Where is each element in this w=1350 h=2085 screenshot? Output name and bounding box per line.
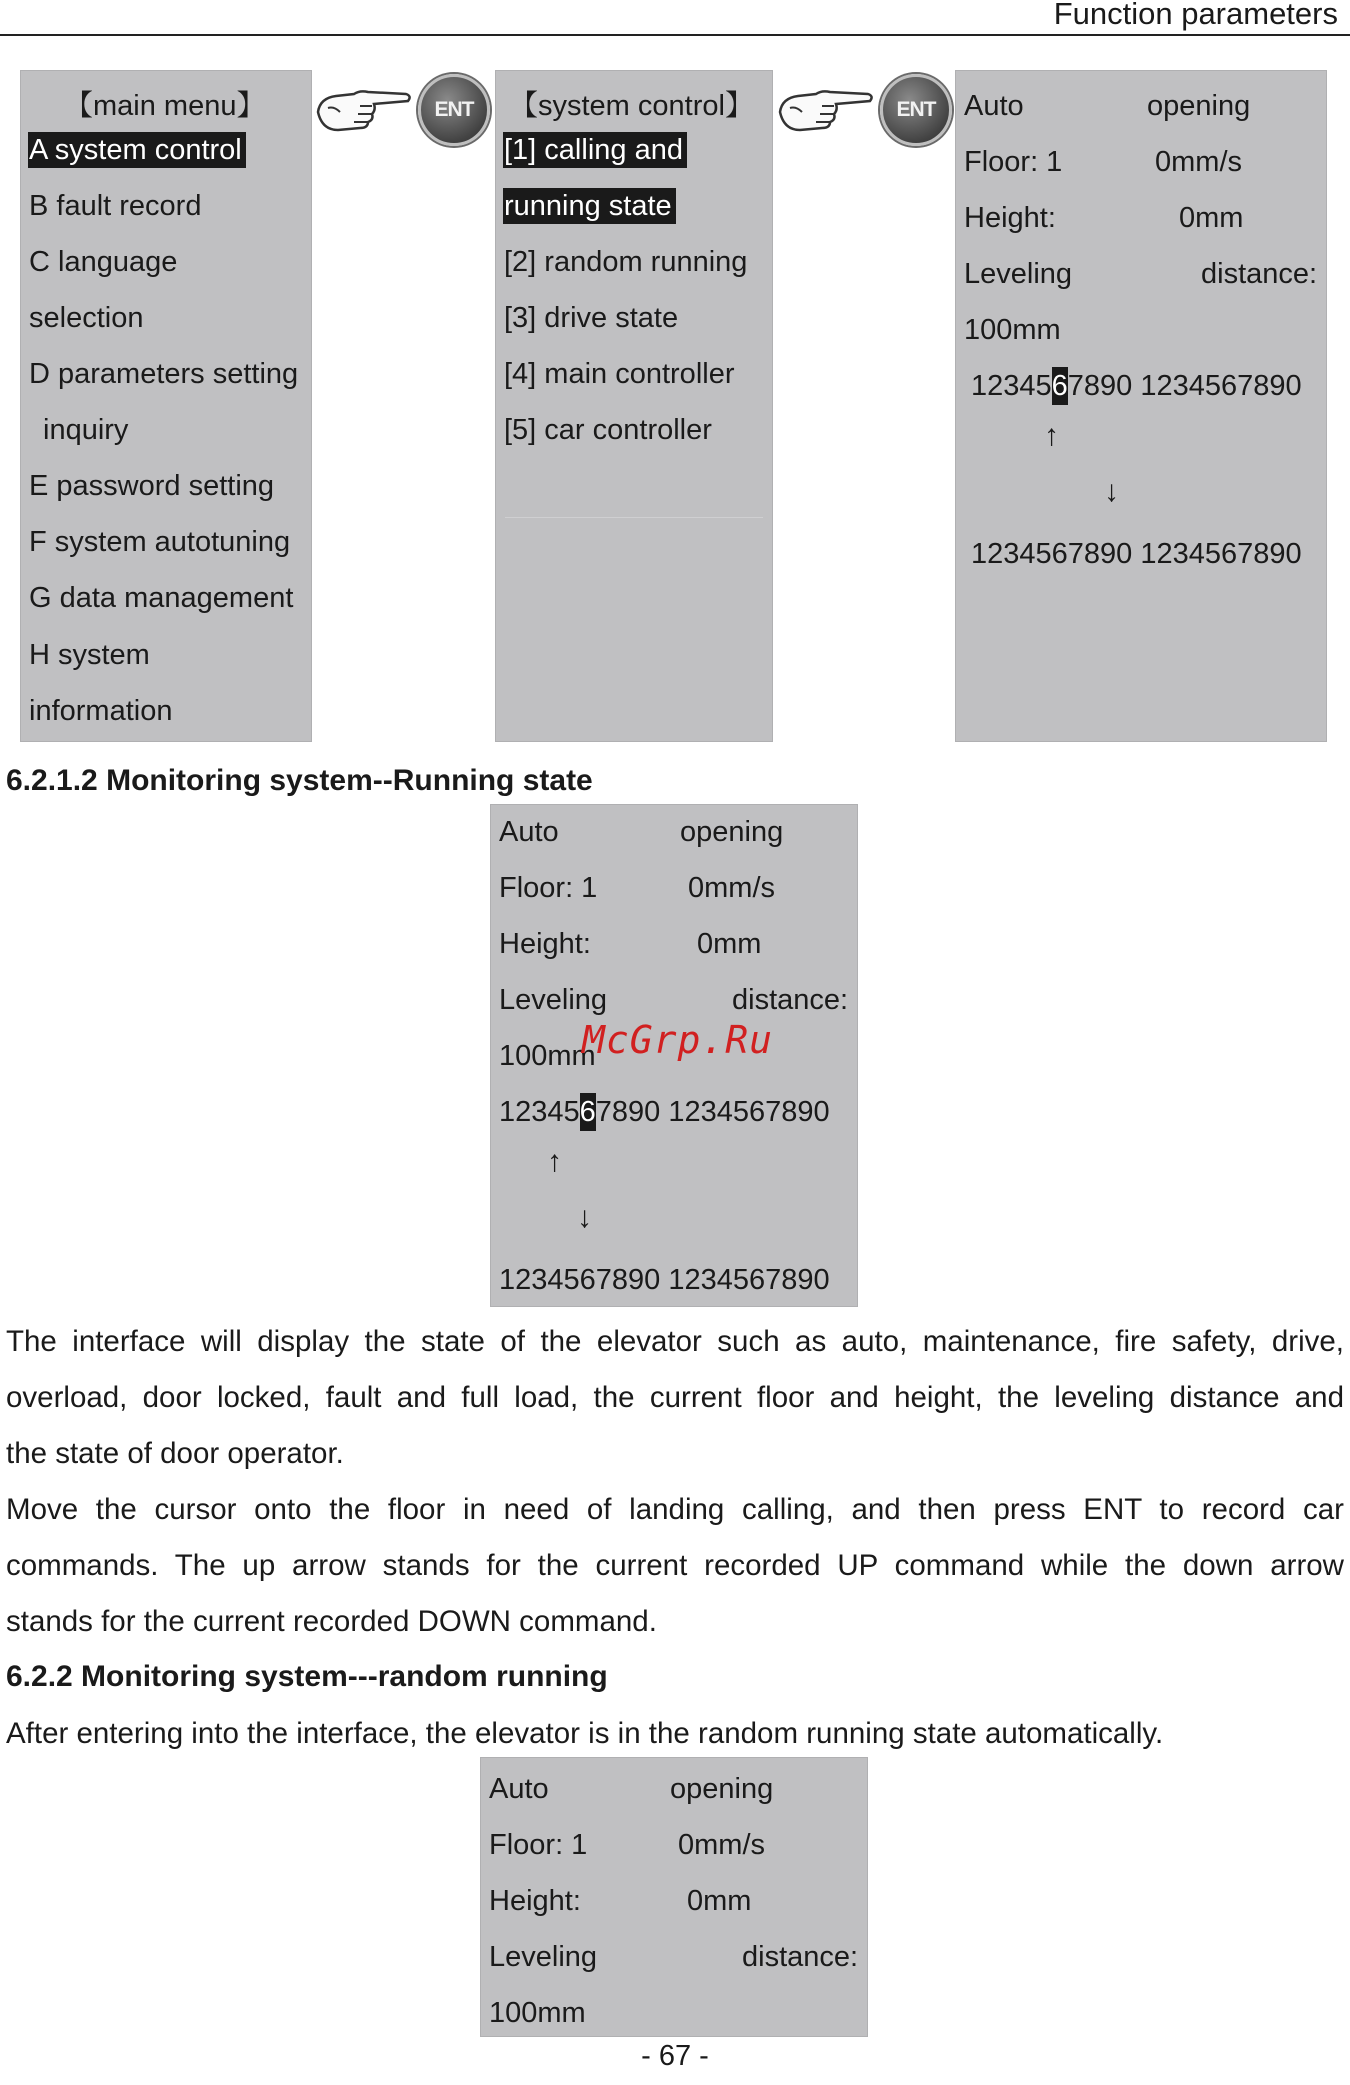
system-control-item[interactable]: [5] car controller xyxy=(504,414,712,446)
system-control-panel xyxy=(495,70,773,742)
floor-selector-row: 1234567890 1234567890 xyxy=(971,366,1302,406)
page-number: - 67 - xyxy=(641,2040,709,2072)
main-menu-panel xyxy=(20,70,312,742)
leveling-label: Leveling xyxy=(499,984,608,1016)
header-rule xyxy=(0,34,1350,36)
speed-value: 0mm/s xyxy=(688,872,775,904)
leveling-label: Leveling xyxy=(489,1941,598,1973)
system-control-item[interactable]: [2] random running xyxy=(504,246,748,278)
body-text-line: After entering into the interface, the elevator is in the random running state automatically. xyxy=(6,1717,1164,1750)
panel-divider xyxy=(505,517,763,518)
section-heading-random-running: 6.2.2 Monitoring system---random running xyxy=(6,1660,608,1693)
height-value: 0mm xyxy=(697,928,762,960)
menu-item[interactable]: E password setting xyxy=(29,470,275,502)
floor-row-2: 1234567890 1234567890 xyxy=(499,1264,830,1296)
mode-label: Auto xyxy=(964,90,1024,122)
height-label: Height: xyxy=(499,928,591,960)
floor-label: Floor: 1 xyxy=(499,872,598,904)
floor-label: Floor: 1 xyxy=(489,1829,588,1861)
door-state: opening xyxy=(670,1773,774,1805)
floor-cursor[interactable]: 6 xyxy=(580,1093,596,1131)
leveling-value: 100mm xyxy=(489,1997,586,2029)
ent-button[interactable]: ENT xyxy=(418,74,490,146)
distance-label: distance: xyxy=(1201,258,1318,290)
random-running-panel xyxy=(480,1757,868,2037)
height-value: 0mm xyxy=(687,1885,752,1917)
running-state-panel xyxy=(955,70,1327,742)
up-arrow-icon: ↑ xyxy=(547,1145,562,1178)
menu-item[interactable]: C language xyxy=(29,246,178,278)
height-value: 0mm xyxy=(1179,202,1244,234)
menu-item[interactable]: information xyxy=(29,695,173,727)
speed-value: 0mm/s xyxy=(678,1829,765,1861)
leveling-value: 100mm xyxy=(964,314,1061,346)
menu-item[interactable]: D parameters setting xyxy=(29,358,299,390)
pointing-hand-icon xyxy=(314,82,414,138)
ent-button[interactable]: ENT xyxy=(880,74,952,146)
mode-label: Auto xyxy=(499,816,559,848)
pointing-hand-icon xyxy=(776,82,876,138)
body-text-line: the state of door operator. xyxy=(6,1437,344,1470)
menu-item[interactable]: H system xyxy=(29,639,150,671)
door-state: opening xyxy=(680,816,784,848)
down-arrow-icon: ↓ xyxy=(1104,475,1119,508)
speed-value: 0mm/s xyxy=(1155,146,1242,178)
leveling-value: 100mm xyxy=(499,1040,596,1072)
section-heading-running-state: 6.2.1.2 Monitoring system--Running state xyxy=(6,764,593,797)
system-control-selected-line2[interactable]: running state xyxy=(503,188,676,224)
body-text-line: Move the cursor onto the floor in need of landing calling, and then press ENT to record car xyxy=(6,1493,1344,1526)
menu-item[interactable]: inquiry xyxy=(43,414,129,446)
mode-label: Auto xyxy=(489,1773,549,1805)
menu-item[interactable]: B fault record xyxy=(29,190,202,222)
system-control-item[interactable]: [3] drive state xyxy=(504,302,679,334)
system-control-item[interactable]: [4] main controller xyxy=(504,358,735,390)
down-arrow-icon: ↓ xyxy=(577,1201,592,1234)
body-text-line: commands. The up arrow stands for the current recorded UP command while the down arrow xyxy=(6,1549,1344,1582)
main-menu-title: 【main menu】 xyxy=(64,90,266,122)
system-control-title: 【system control】 xyxy=(509,90,754,122)
height-label: Height: xyxy=(489,1885,581,1917)
floor-selector-row: 1234567890 1234567890 xyxy=(499,1092,830,1132)
menu-item[interactable]: selection xyxy=(29,302,144,334)
height-label: Height: xyxy=(964,202,1056,234)
floor-label: Floor: 1 xyxy=(964,146,1063,178)
body-text-line: The interface will display the state of the elevator such as auto, maintenance, fire safety, drive, xyxy=(6,1325,1344,1358)
watermark: McGrp.Ru xyxy=(582,1018,774,1062)
menu-item-system-control[interactable]: A system control xyxy=(28,132,246,168)
body-text-line: overload, door locked, fault and full load, the current floor and height, the leveling distance and xyxy=(6,1381,1344,1414)
leveling-label: Leveling xyxy=(964,258,1073,290)
body-text-line: stands for the current recorded DOWN command. xyxy=(6,1605,657,1638)
page-header-title: Function parameters xyxy=(1053,0,1338,31)
up-arrow-icon: ↑ xyxy=(1044,419,1059,452)
system-control-selected-line1[interactable]: [1] calling and xyxy=(503,132,687,168)
distance-label: distance: xyxy=(742,1941,859,1973)
floor-cursor[interactable]: 6 xyxy=(1052,367,1068,405)
door-state: opening xyxy=(1147,90,1251,122)
distance-label: distance: xyxy=(732,984,849,1016)
menu-item[interactable]: G data management xyxy=(29,582,294,614)
floor-row-2: 1234567890 1234567890 xyxy=(971,538,1302,570)
menu-item[interactable]: F system autotuning xyxy=(29,526,291,558)
